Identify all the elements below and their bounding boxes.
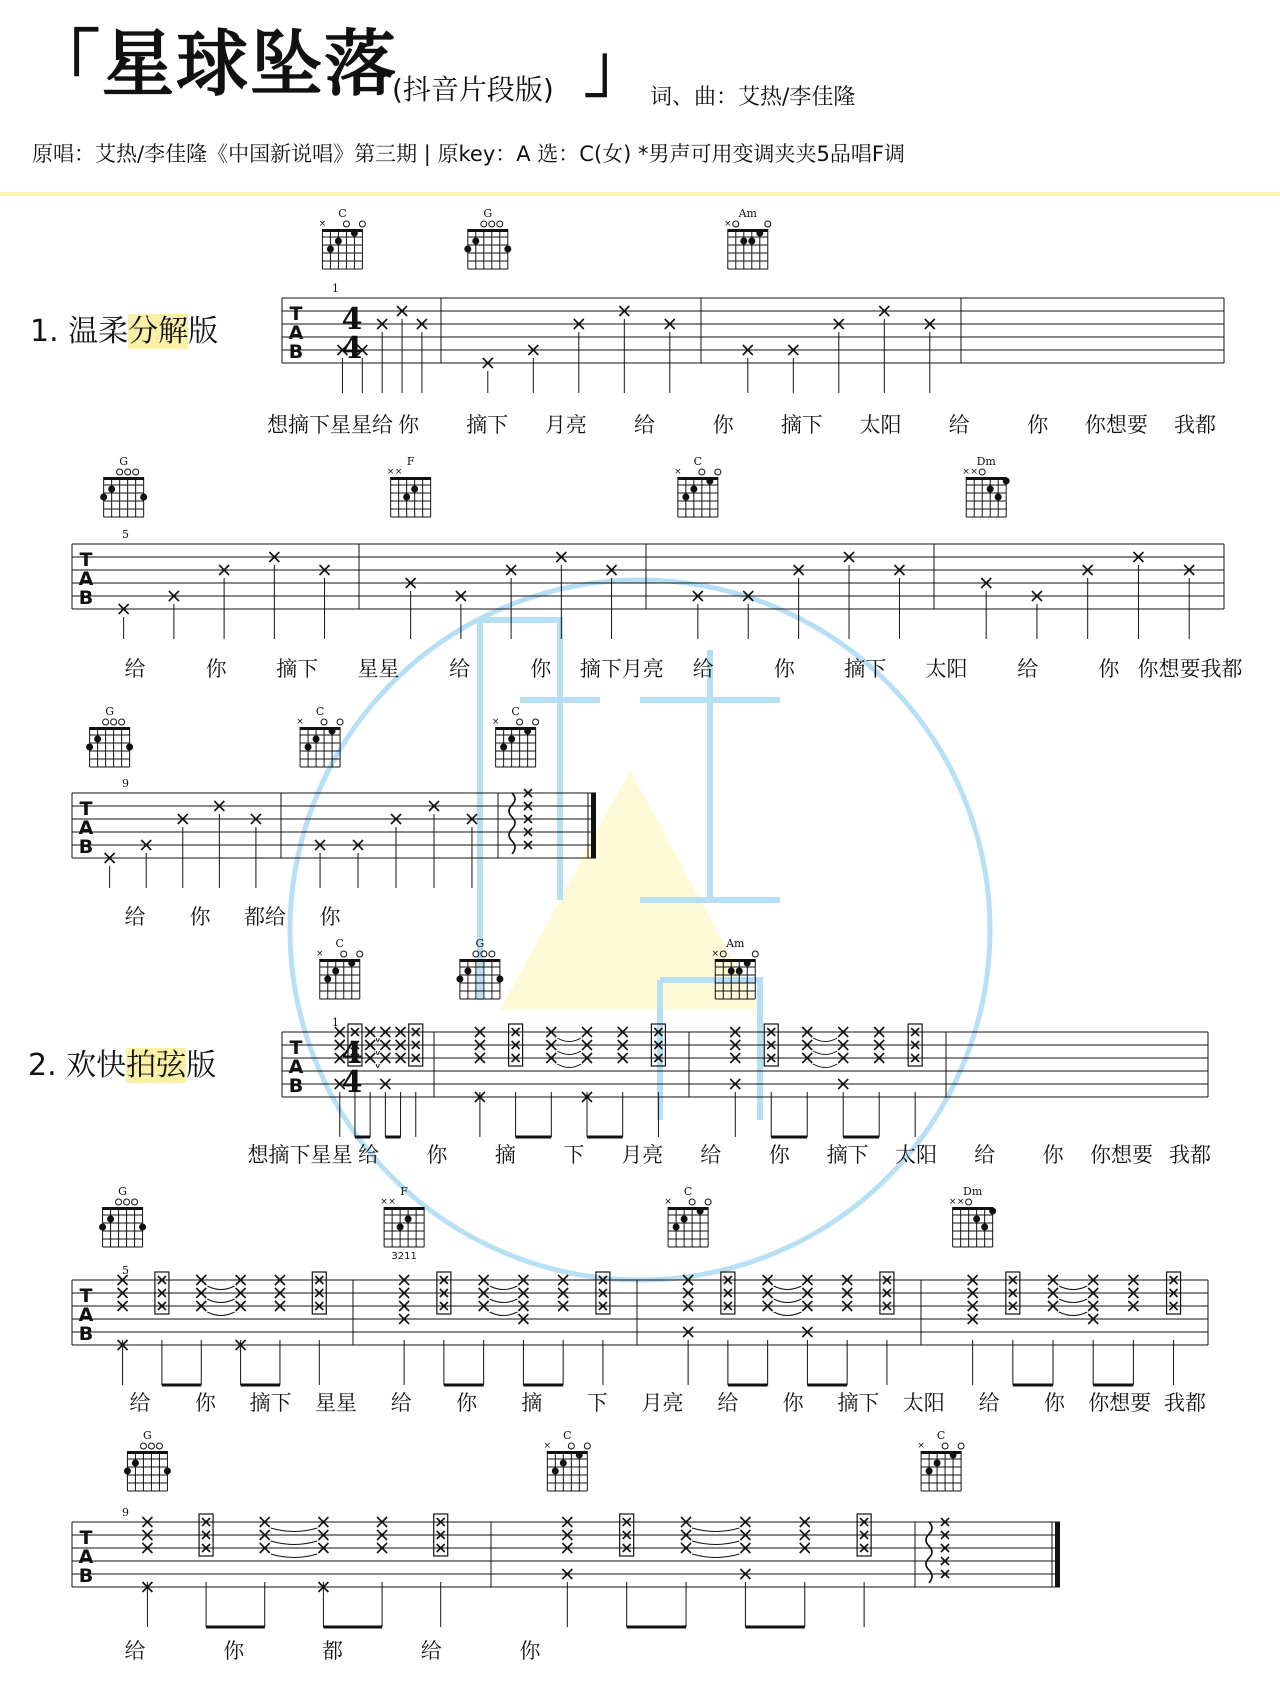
- tab-measure: [475, 1024, 666, 1137]
- chord-open-string: [124, 1199, 130, 1205]
- tab-clef-letter: T: [289, 1037, 303, 1059]
- tie-arc: [774, 1312, 802, 1316]
- chord-name: C: [683, 1185, 693, 1198]
- chord-finger-dot: [736, 968, 743, 975]
- chord-open-string: [321, 719, 327, 725]
- chord-open-string: [979, 469, 985, 475]
- chord-name: C: [936, 1429, 946, 1442]
- chord-open-string: [584, 1443, 590, 1449]
- lyric-word: 星星: [357, 657, 400, 681]
- lyric-word: 摘下: [826, 1143, 869, 1167]
- chord-name: G: [118, 1185, 127, 1198]
- chord-open-string: [148, 1443, 154, 1449]
- chord-finger-dot: [681, 1216, 688, 1223]
- lyric-word: 月亮: [641, 1391, 684, 1415]
- chord-name: C: [693, 455, 703, 468]
- tab-clef-letter: T: [289, 303, 303, 325]
- chord-nut: [103, 1207, 143, 1210]
- measure-number: 1: [332, 1016, 339, 1029]
- lyric-word: 你: [773, 657, 795, 681]
- tie-arc: [376, 1064, 379, 1068]
- lyric-word: 月亮: [544, 413, 587, 437]
- chord-finger-dot: [464, 968, 471, 975]
- chord-open-string: [125, 469, 131, 475]
- time-signature-bottom: 4: [341, 331, 363, 366]
- tie-arc: [271, 1528, 318, 1532]
- lyric-word: 太阳: [895, 1143, 938, 1167]
- tie-arc: [692, 1554, 739, 1558]
- lyric-word: 你: [1027, 413, 1049, 437]
- chord-open-string: [343, 221, 349, 227]
- chord-muted-string: ×: [674, 467, 682, 477]
- chord-finger-dot: [108, 486, 115, 493]
- chord-name: G: [475, 937, 485, 950]
- chord-finger-dot: [351, 230, 358, 237]
- tab-measure: [968, 1272, 1181, 1385]
- tie-arc: [774, 1299, 802, 1303]
- chord-finger-dot: [86, 744, 93, 751]
- lyric-word: 你: [205, 657, 227, 681]
- tie-arc: [490, 1286, 518, 1290]
- tab-clef-letter: T: [79, 1527, 93, 1549]
- chord-finger-dot: [560, 1460, 567, 1467]
- chord-finger-dot: [324, 976, 331, 983]
- section-name-pre: 温柔: [68, 314, 129, 349]
- lyric-word: 给: [390, 1391, 412, 1415]
- section-name-post: 版: [188, 314, 219, 349]
- chord-muted-string: ×: [318, 219, 327, 229]
- chord-finger-dot: [496, 976, 503, 983]
- chord-finger-dot: [524, 728, 531, 735]
- chord-finger-dot: [124, 1468, 131, 1475]
- chord-open-string: [132, 1199, 138, 1205]
- chord-finger-dot: [472, 238, 479, 245]
- chord-open-string: [568, 1443, 574, 1449]
- chord-nut: [104, 477, 144, 480]
- tie-arc: [813, 1051, 837, 1055]
- chord-finger-dot: [682, 494, 689, 501]
- chord-finger-dot: [100, 494, 107, 501]
- chord-finger-dot: [504, 246, 511, 253]
- chord-finger-dot: [690, 486, 697, 493]
- tie-arc: [376, 1038, 379, 1042]
- lyric-word: 你: [530, 657, 552, 681]
- chord-open-string: [359, 221, 365, 227]
- chord-muted-string: ×: [543, 1441, 552, 1451]
- chord-finger-dot: [139, 1224, 146, 1231]
- lyric-word: 你: [1098, 657, 1120, 681]
- tab-system: [72, 1185, 1208, 1415]
- chord-name: F: [406, 455, 415, 468]
- chord-finger-dot: [950, 1452, 957, 1459]
- chord-finger-dot: [748, 238, 755, 245]
- lyric-word: 你: [194, 1391, 216, 1415]
- chord-open-string: [341, 951, 347, 957]
- chord-name: Dm: [963, 1185, 983, 1198]
- lyric-word: 给: [124, 657, 146, 681]
- lyric-word: 给: [1017, 657, 1039, 681]
- chord-finger-dot: [508, 736, 515, 743]
- lyric-word: 给: [692, 657, 714, 681]
- tie-arc: [207, 1312, 234, 1316]
- lyric-word: 摘下: [780, 413, 823, 437]
- lyric-word: 你想要: [1084, 413, 1148, 437]
- chord-open-string: [699, 469, 705, 475]
- chord-finger-dot: [305, 744, 312, 751]
- lyric-word: 摘: [521, 1391, 543, 1415]
- chord-open-string: [517, 719, 523, 725]
- lyric-word: 给: [978, 1391, 1000, 1415]
- lyric-word: 给: [129, 1391, 151, 1415]
- chord-nut: [966, 477, 1006, 480]
- chord-open-string: [705, 1199, 711, 1205]
- chord-finger-dot: [405, 1216, 412, 1223]
- lyric-word: 我都: [1169, 1143, 1211, 1167]
- tab-system: [248, 937, 1212, 1167]
- chord-finger-dot: [728, 968, 735, 975]
- lyric-word: 摘下: [844, 657, 887, 681]
- lyric-word: 你想要: [1090, 1143, 1154, 1167]
- tie-arc: [692, 1541, 739, 1545]
- tab-system: [72, 1429, 1060, 1663]
- chord-muted-string: ×: [491, 717, 500, 727]
- chord-finger-dot: [164, 1468, 171, 1475]
- lyric-word: 都给: [244, 905, 286, 929]
- chord-finger-dot: [313, 736, 320, 743]
- chord-name: C: [338, 207, 347, 220]
- lyric-word: 你: [782, 1391, 804, 1415]
- chord-finger-dot: [981, 1224, 988, 1231]
- lyric-word: 你: [398, 413, 420, 437]
- chord-open-string: [966, 1199, 972, 1205]
- chord-name: G: [143, 1429, 152, 1442]
- chord-open-string: [103, 719, 109, 725]
- tie-arc: [813, 1038, 837, 1042]
- measure-number: 9: [122, 1506, 129, 1519]
- tie-arc: [271, 1541, 318, 1545]
- chord-open-string: [497, 221, 503, 227]
- chord-finger-dot: [995, 494, 1002, 501]
- lyric-word: 你: [1042, 1143, 1064, 1167]
- tie-arc: [207, 1299, 234, 1303]
- chord-nut: [468, 229, 508, 232]
- tab-clef-letter: B: [288, 1075, 304, 1097]
- chord-open-string: [116, 1199, 122, 1205]
- lyric-word: 你: [426, 1143, 448, 1167]
- lyric-word: 你: [456, 1391, 478, 1415]
- chord-nut: [90, 727, 130, 730]
- chord-open-string: [715, 469, 721, 475]
- lyric-word: 下: [563, 1143, 585, 1167]
- chord-muted-string: ×: [917, 1441, 925, 1451]
- chord-muted-string: ×: [315, 949, 324, 959]
- chord-finger-dot: [740, 238, 747, 245]
- tie-arc: [1059, 1299, 1087, 1303]
- chord-name: Am: [726, 937, 745, 950]
- chord-finger-dot: [673, 1224, 680, 1231]
- chord-open-string: [337, 719, 343, 725]
- tab-measure: [142, 1514, 447, 1627]
- chord-finger-dot: [987, 486, 994, 493]
- lyric-word: 你: [223, 1639, 245, 1663]
- lyric-word: 太阳: [925, 657, 968, 681]
- tab-measure: [509, 789, 532, 854]
- chord-name: Am: [738, 207, 757, 220]
- lyric-word: 给: [974, 1143, 996, 1167]
- lyric-word: 下: [586, 1391, 608, 1415]
- chord-finger-dot: [397, 1224, 404, 1231]
- chord-finger-dot: [464, 246, 471, 253]
- tie-arc: [557, 1038, 581, 1042]
- lyric-word: 给: [124, 905, 146, 929]
- section-name-highlight: 拍弦: [126, 1048, 187, 1083]
- chord-open-string: [119, 719, 125, 725]
- tab-measure: [926, 1518, 949, 1583]
- lyric-word: 摘下: [837, 1391, 880, 1415]
- lyric-word: 你: [712, 413, 734, 437]
- lyric-word: 给: [357, 1143, 379, 1167]
- chord-finger-dot: [697, 1208, 704, 1215]
- lyric-word: 给: [948, 413, 970, 437]
- tie-arc: [271, 1554, 318, 1558]
- tab-clef-letter: A: [288, 322, 304, 344]
- song-credits: 词、曲：艾热/李佳隆: [650, 85, 856, 110]
- chord-finger-dot: [706, 478, 713, 485]
- measure-number: 5: [122, 528, 129, 541]
- song-title: 「星球坠落: [28, 22, 399, 106]
- final-bar-line: [1055, 1522, 1060, 1587]
- tab-clef-letter: A: [78, 568, 94, 590]
- tie-arc: [490, 1312, 518, 1316]
- tie-arc: [813, 1064, 837, 1068]
- chord-name: C: [315, 705, 325, 718]
- tie-arc: [207, 1286, 234, 1290]
- tie-arc: [376, 1051, 379, 1055]
- watermark-logo: [290, 580, 990, 1280]
- tab-clef-letter: A: [78, 817, 94, 839]
- lyric-word: 你: [768, 1143, 790, 1167]
- lyric-word: 摘: [494, 1143, 516, 1167]
- lyric-word: 你想要我都: [1137, 657, 1243, 681]
- song-version: (抖音片段版): [392, 73, 554, 106]
- chord-muted-string: ×: [296, 717, 304, 727]
- chord-open-string: [481, 221, 487, 227]
- tab-clef-letter: A: [78, 1304, 94, 1326]
- tab-clef-letter: T: [79, 549, 93, 571]
- lyric-word: 摘下月亮: [579, 657, 664, 681]
- chord-open-string: [140, 1443, 146, 1449]
- lyric-word: 太阳: [859, 413, 902, 437]
- tie-arc: [490, 1299, 518, 1303]
- chord-open-string: [752, 951, 758, 957]
- lyric-word: 你: [189, 905, 211, 929]
- lyric-word: 给: [449, 657, 471, 681]
- lyric-word: 给: [634, 413, 656, 437]
- chord-finger-dot: [926, 1468, 933, 1475]
- tab-system: [72, 455, 1243, 681]
- tab-system: [72, 705, 596, 929]
- chord-finger-dot: [140, 494, 147, 501]
- lyric-word: 摘下: [276, 657, 319, 681]
- chord-open-string: [533, 719, 539, 725]
- chord-finger-dot: [403, 494, 410, 501]
- chord-name: C: [511, 705, 520, 718]
- section-number: 1.: [30, 314, 59, 349]
- chord-finger-dot: [332, 968, 339, 975]
- chord-finger-dot: [107, 1216, 114, 1223]
- tab-measure: [683, 1272, 894, 1385]
- chord-finger-dot: [973, 1216, 980, 1223]
- measure-number: 9: [122, 777, 129, 790]
- chord-finger-dot: [94, 736, 101, 743]
- chord-open-string: [942, 1443, 948, 1449]
- chord-muted-string: ×: [724, 219, 732, 229]
- final-bar-line: [591, 793, 596, 858]
- chord-muted-string: ×: [386, 467, 395, 477]
- chord-name: G: [119, 455, 129, 468]
- chord-finger-dot: [329, 728, 336, 735]
- section-name-highlight: 分解: [128, 314, 189, 349]
- chord-open-string: [111, 719, 117, 725]
- chord-open-string: [489, 221, 495, 227]
- lyric-word: 给: [420, 1639, 442, 1663]
- chord-finger-dot: [99, 1224, 106, 1231]
- chord-finger-dot: [348, 960, 355, 967]
- tie-arc: [692, 1528, 739, 1532]
- chord-open-string: [117, 469, 123, 475]
- chord-name: C: [335, 937, 344, 950]
- tab-clef-letter: A: [78, 1546, 94, 1568]
- tab-clef-letter: T: [79, 1285, 93, 1307]
- chord-muted-string: ×: [970, 467, 978, 477]
- tie-arc: [1059, 1312, 1087, 1316]
- song-info: 原唱：艾热/李佳隆《中国新说唱》第三期 | 原key：A 选：C(女) *男声可用变调夹夹5品唱F调: [32, 142, 905, 166]
- chord-finger-dot: [1003, 478, 1010, 485]
- time-signature-top: 4: [341, 302, 363, 337]
- chord-name: G: [483, 207, 493, 220]
- chord-name: F: [400, 1185, 408, 1198]
- chord-finger-dot: [500, 744, 507, 751]
- lyric-word: 都: [322, 1639, 343, 1663]
- chord-nut: [953, 1207, 993, 1210]
- chord-nut: [127, 1451, 167, 1454]
- tie-arc: [557, 1051, 581, 1055]
- chord-finger-dot: [576, 1452, 583, 1459]
- lyric-word: 你: [319, 905, 341, 929]
- chord-open-string: [733, 221, 739, 227]
- lyric-word: 给: [700, 1143, 722, 1167]
- tie-arc: [774, 1286, 802, 1290]
- lyric-word: 给: [717, 1391, 739, 1415]
- tie-arc: [557, 1064, 581, 1068]
- tab-clef-letter: B: [78, 587, 94, 609]
- chord-finger-dot: [335, 238, 342, 245]
- lyric-word: 摘下: [466, 413, 509, 437]
- tab-clef-letter: B: [78, 1323, 94, 1345]
- chord-muted-string: ×: [962, 467, 970, 477]
- chord-open-string: [133, 469, 139, 475]
- tab-measure: [399, 1272, 610, 1385]
- chord-finger-dot: [989, 1208, 996, 1215]
- measure-number: 1: [332, 282, 339, 295]
- chord-nut: [391, 477, 431, 480]
- tab-clef-letter: B: [78, 836, 94, 858]
- lyric-word: 月亮: [621, 1143, 664, 1167]
- section-name-post: 版: [186, 1048, 217, 1083]
- chord-muted-string: ×: [664, 1197, 672, 1207]
- lyric-word: 想摘下星星: [247, 1143, 353, 1167]
- chord-finger-dot: [552, 1468, 559, 1475]
- lyric-word: 我都: [1174, 413, 1216, 437]
- lyric-word: 我都: [1164, 1391, 1206, 1415]
- chord-finger-dot: [934, 1460, 941, 1467]
- chord-name: G: [105, 705, 115, 718]
- chord-muted-string: ×: [956, 1197, 965, 1207]
- chord-name: C: [563, 1429, 572, 1442]
- time-signature-top: 4: [341, 1036, 363, 1071]
- chord-muted-string: ×: [388, 1197, 396, 1207]
- chord-nut: [384, 1207, 424, 1210]
- tab-measure: [118, 1272, 327, 1385]
- chord-open-string: [689, 1199, 695, 1205]
- measure-number: 5: [122, 1264, 129, 1277]
- lyric-word: 给: [124, 1639, 146, 1663]
- lyric-word: 你: [519, 1639, 541, 1663]
- tab-measure: [562, 1514, 871, 1627]
- chord-muted-string: ×: [948, 1197, 957, 1207]
- chord-muted-string: ×: [394, 467, 403, 477]
- chord-nut: [460, 959, 500, 962]
- chord-open-string: [156, 1443, 162, 1449]
- tie-arc: [1059, 1286, 1087, 1290]
- tab-system: [267, 207, 1224, 437]
- chord-open-string: [958, 1443, 964, 1449]
- lyric-word: 太阳: [902, 1391, 945, 1415]
- chord-open-string: [765, 221, 771, 227]
- chord-finger-dot: [327, 246, 334, 253]
- section-number: 2.: [28, 1048, 57, 1083]
- chord-fingering: 3211: [391, 1251, 417, 1262]
- chord-muted-string: ×: [711, 949, 720, 959]
- tab-clef-letter: T: [79, 798, 93, 820]
- title-close-bracket: 」: [584, 33, 648, 107]
- chord-open-string: [489, 951, 495, 957]
- time-signature-bottom: 4: [341, 1065, 363, 1100]
- lyric-word: 摘下: [249, 1391, 292, 1415]
- section-name-pre: 欢快: [66, 1048, 127, 1083]
- chord-open-string: [357, 951, 363, 957]
- chord-finger-dot: [126, 744, 133, 751]
- chord-finger-dot: [132, 1460, 139, 1467]
- chord-finger-dot: [756, 230, 763, 237]
- lyric-word: 你: [1043, 1391, 1065, 1415]
- chord-finger-dot: [411, 486, 418, 493]
- lyric-word: 星星: [314, 1391, 357, 1415]
- tab-clef-letter: B: [78, 1565, 94, 1587]
- chord-finger-dot: [744, 960, 751, 967]
- tab-clef-letter: B: [288, 341, 304, 363]
- chord-muted-string: ×: [380, 1197, 388, 1207]
- tab-clef-letter: A: [288, 1056, 304, 1078]
- chord-finger-dot: [456, 976, 463, 983]
- chord-name: Dm: [976, 455, 996, 468]
- lyric-word: 想摘下星星给: [267, 413, 393, 437]
- lyric-word: 你想要: [1088, 1391, 1152, 1415]
